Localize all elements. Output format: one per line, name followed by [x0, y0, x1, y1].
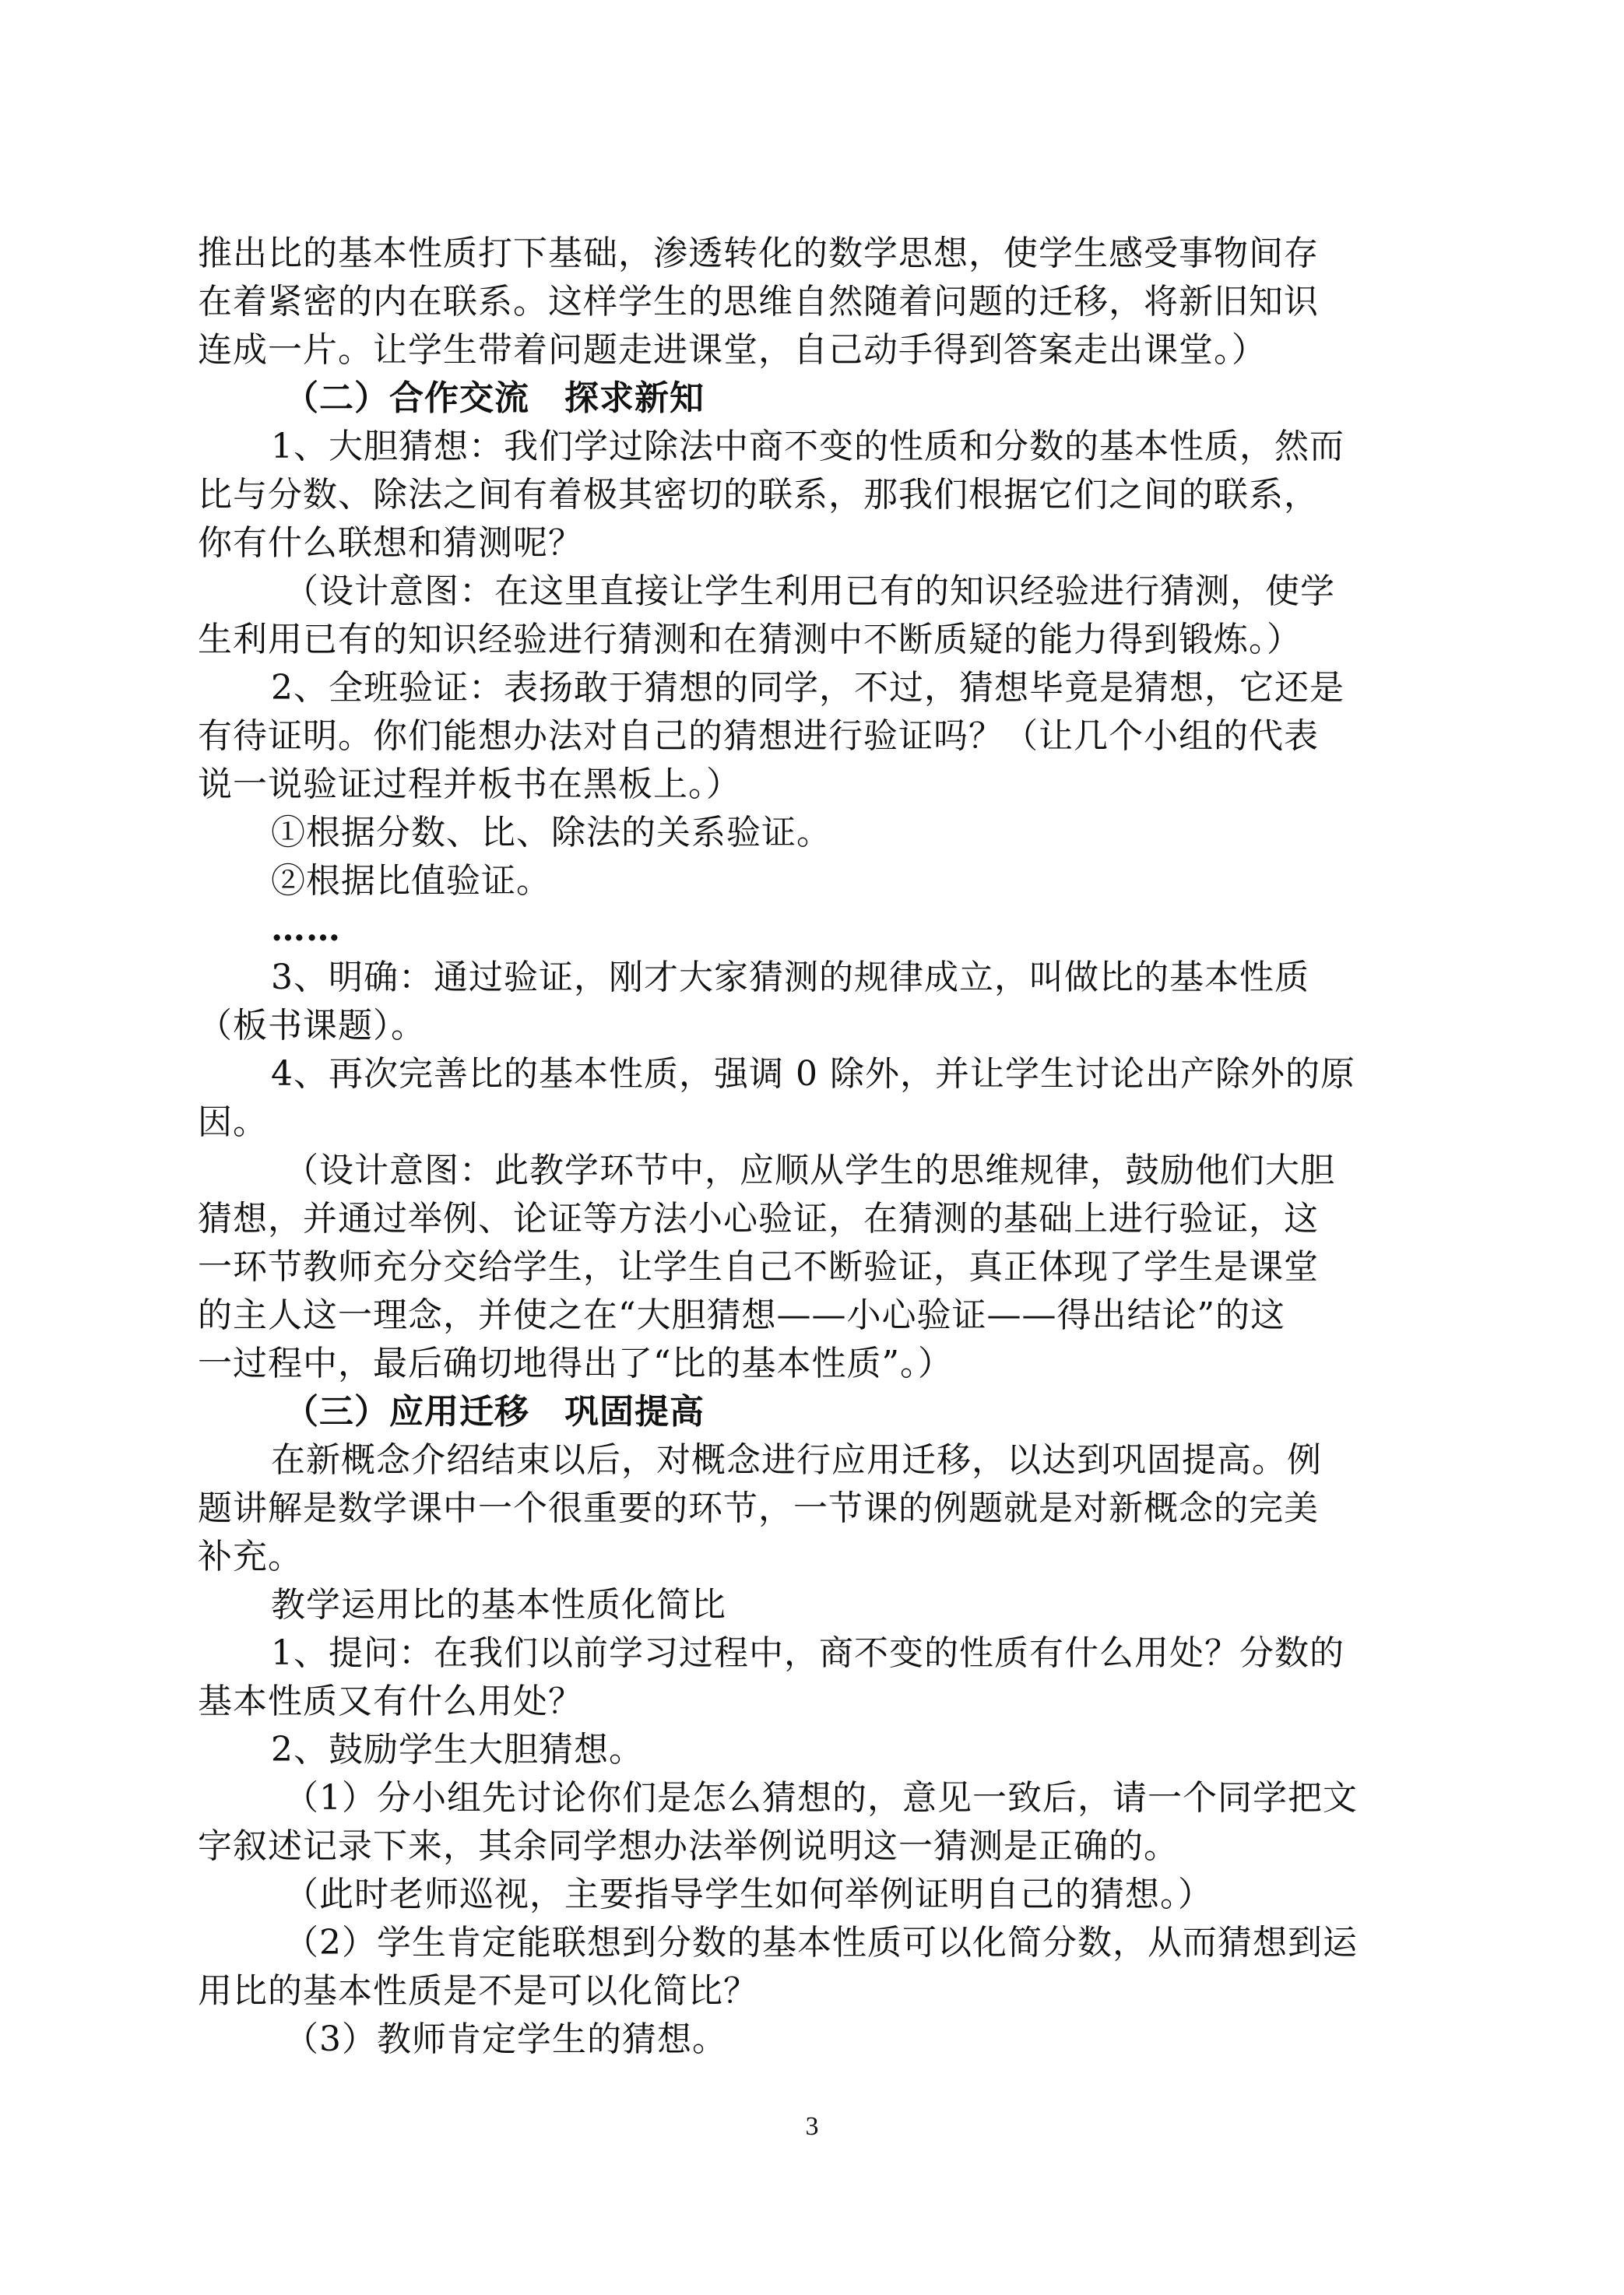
- body-line: 有待证明。你们能想办法对自己的猜想进行验证吗？（让几个小组的代表: [198, 716, 1319, 756]
- body-line: 猜想，并通过举例、论证等方法小心验证，在猜测的基础上进行验证，这: [198, 1199, 1319, 1239]
- section-heading: （二）合作交流 探求新知: [284, 378, 705, 418]
- body-line: 字叙述记录下来，其余同学想办法举例说明这一猜测是正确的。: [198, 1826, 1179, 1866]
- body-line: 说一说验证过程并板书在黑板上。）: [198, 764, 741, 804]
- body-line: 1、提问：在我们以前学习过程中，商不变的性质有什么用处？分数的: [271, 1633, 1345, 1673]
- body-line: 在着紧密的内在联系。这样学生的思维自然随着问题的迁移，将新旧知识: [198, 282, 1319, 322]
- section-heading: （三）应用迁移 巩固提高: [284, 1392, 705, 1432]
- body-line: 4、再次完善比的基本性质，强调 0 除外，并让学生讨论出产除外的原: [271, 1054, 1355, 1094]
- body-line: 补充。: [198, 1537, 303, 1576]
- body-line: （1）分小组先讨论你们是怎么猜想的，意见一致后，请一个同学把文: [284, 1778, 1358, 1818]
- body-line: 生利用已有的知识经验进行猜测和在猜测中不断质疑的能力得到锻炼。）: [198, 620, 1302, 659]
- body-line: 一过程中，最后确切地得出了“比的基本性质”。）: [198, 1344, 953, 1383]
- ellipsis-line: ……: [271, 909, 341, 949]
- body-line: （设计意图：在这里直接让学生利用已有的知识经验进行猜测，使学: [284, 571, 1335, 611]
- body-line: （设计意图：此教学环节中，应顺从学生的思维规律，鼓励他们大胆: [284, 1151, 1335, 1190]
- body-line: 一环节教师充分交给学生，让学生自己不断验证，真正体现了学生是课堂: [198, 1247, 1319, 1287]
- body-line: 2、鼓励学生大胆猜想。: [271, 1730, 644, 1770]
- body-line: 3、明确：通过验证，刚才大家猜测的规律成立，叫做比的基本性质: [271, 958, 1309, 997]
- body-line: 2、全班验证：表扬敢于猜想的同学，不过，猜想毕竟是猜想，它还是: [271, 668, 1345, 708]
- body-line: 因。: [198, 1102, 268, 1142]
- body-line: 的主人这一理念，并使之在“大胆猜想——小心验证——得出结论”的这: [198, 1295, 1285, 1335]
- body-line: ①根据分数、比、除法的关系验证。: [271, 813, 831, 852]
- body-line: 你有什么联想和猜测呢？: [198, 523, 583, 563]
- body-line: 用比的基本性质是不是可以化简比？: [198, 1971, 758, 2011]
- body-line: 推出比的基本性质打下基础，渗透转化的数学思想，使学生感受事物间存: [198, 234, 1319, 273]
- body-line: 比与分数、除法之间有着极其密切的联系，那我们根据它们之间的联系，: [198, 475, 1319, 515]
- body-line: 基本性质又有什么用处？: [198, 1682, 583, 1721]
- body-line: 在新概念介绍结束以后，对概念进行应用迁移，以达到巩固提高。例: [271, 1440, 1322, 1480]
- body-line: 题讲解是数学课中一个很重要的环节，一节课的例题就是对新概念的完美: [198, 1488, 1319, 1528]
- body-line: 连成一片。让学生带着问题走进课堂，自己动手得到答案走出课堂。）: [198, 330, 1267, 370]
- body-line: （3）教师肯定学生的猜想。: [284, 2019, 727, 2059]
- page-number: 3: [805, 2112, 819, 2141]
- body-line: （板书课题）。: [198, 1006, 426, 1046]
- body-line: （2）学生肯定能联想到分数的基本性质可以化简分数，从而猜想到运: [284, 1923, 1358, 1963]
- body-line: ②根据比值验证。: [271, 861, 551, 901]
- body-line: （此时老师巡视，主要指导学生如何举例证明自己的猜想。）: [284, 1875, 1213, 1914]
- body-line: 1、大胆猜想：我们学过除法中商不变的性质和分数的基本性质，然而: [271, 427, 1345, 466]
- body-line: 教学运用比的基本性质化简比: [271, 1585, 726, 1625]
